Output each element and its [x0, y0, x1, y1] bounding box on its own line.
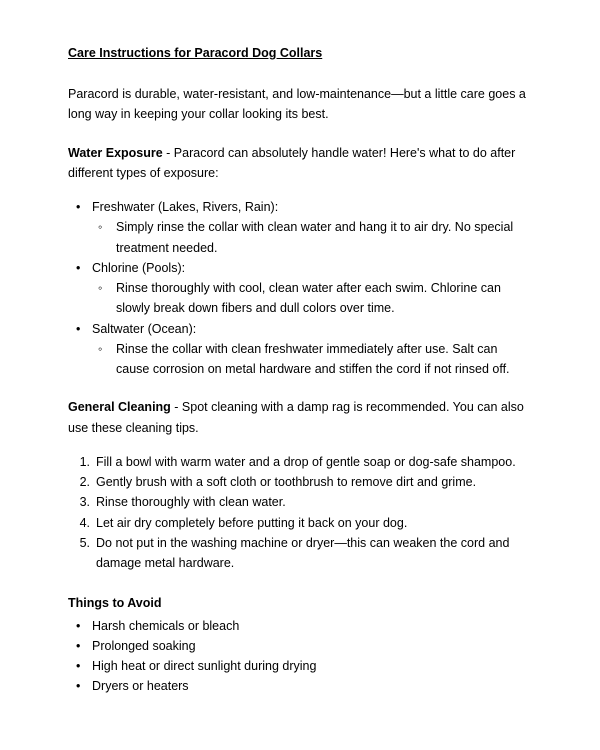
sub-list-item: ◦ Rinse the collar with clean freshwater immediately after use. Salt can cause corrosion on metal hardware and stiffen the cord if not rinsed off.	[92, 339, 532, 380]
list-item: Do not put in the washing machine or dryer—this can weaken the cord and damage metal hardware.	[96, 535, 510, 571]
list-item-label: Chlorine (Pools):	[92, 260, 186, 275]
general-cleaning-text: - Spot cleaning with a damp rag is recommended. You can also use these cleaning tips.	[68, 400, 524, 435]
cleaning-steps-list	[68, 452, 532, 574]
intro-paragraph: Paracord is durable, water-resistant, and low-maintenance—but a little care goes a long way in keeping your collar looking its best.	[68, 87, 526, 122]
list-item	[68, 258, 532, 319]
sub-list	[92, 339, 532, 380]
sub-list	[92, 278, 532, 319]
general-cleaning-lead: General Cleaning	[68, 400, 171, 415]
sub-list-item: ◦ Rinse thoroughly with cool, clean water after each swim. Chlorine can slowly break down fibers and dull colors over time.	[92, 278, 532, 319]
things-to-avoid-list	[68, 616, 532, 697]
list-item: • Harsh chemicals or bleach	[68, 616, 532, 636]
water-exposure-text: - Paracord can absolutely handle water! Here's what to do after different types of exposure:	[68, 145, 516, 180]
list-item-label: Freshwater (Lakes, Rivers, Rain):	[92, 200, 279, 215]
list-item: • High heat or direct sunlight during drying	[68, 656, 532, 676]
water-exposure-paragraph	[68, 143, 532, 184]
list-item: Gently brush with a soft cloth or toothbrush to remove dirt and grime.	[96, 475, 477, 490]
list-item: • Dryers or heaters	[68, 676, 532, 696]
water-exposure-list	[68, 197, 532, 379]
sub-list-item: ◦ Simply rinse the collar with clean water and hang it to air dry. No special treatment needed.	[92, 217, 532, 258]
general-cleaning-paragraph	[68, 397, 532, 438]
list-item: Let air dry completely before putting it back on your dog.	[96, 515, 408, 530]
list-item: Rinse thoroughly with clean water.	[96, 495, 286, 510]
list-item	[68, 319, 532, 380]
water-exposure-lead: Water Exposure	[68, 145, 163, 160]
sub-list	[92, 217, 532, 258]
list-item: Fill a bowl with warm water and a drop of gentle soap or dog-safe shampoo.	[96, 454, 516, 469]
list-item-label: Saltwater (Ocean):	[92, 321, 197, 336]
list-item	[68, 197, 532, 258]
page-title: Care Instructions for Paracord Dog Collars	[68, 46, 323, 60]
list-item: • Prolonged soaking	[68, 636, 532, 656]
things-to-avoid-heading: Things to Avoid	[68, 596, 162, 611]
